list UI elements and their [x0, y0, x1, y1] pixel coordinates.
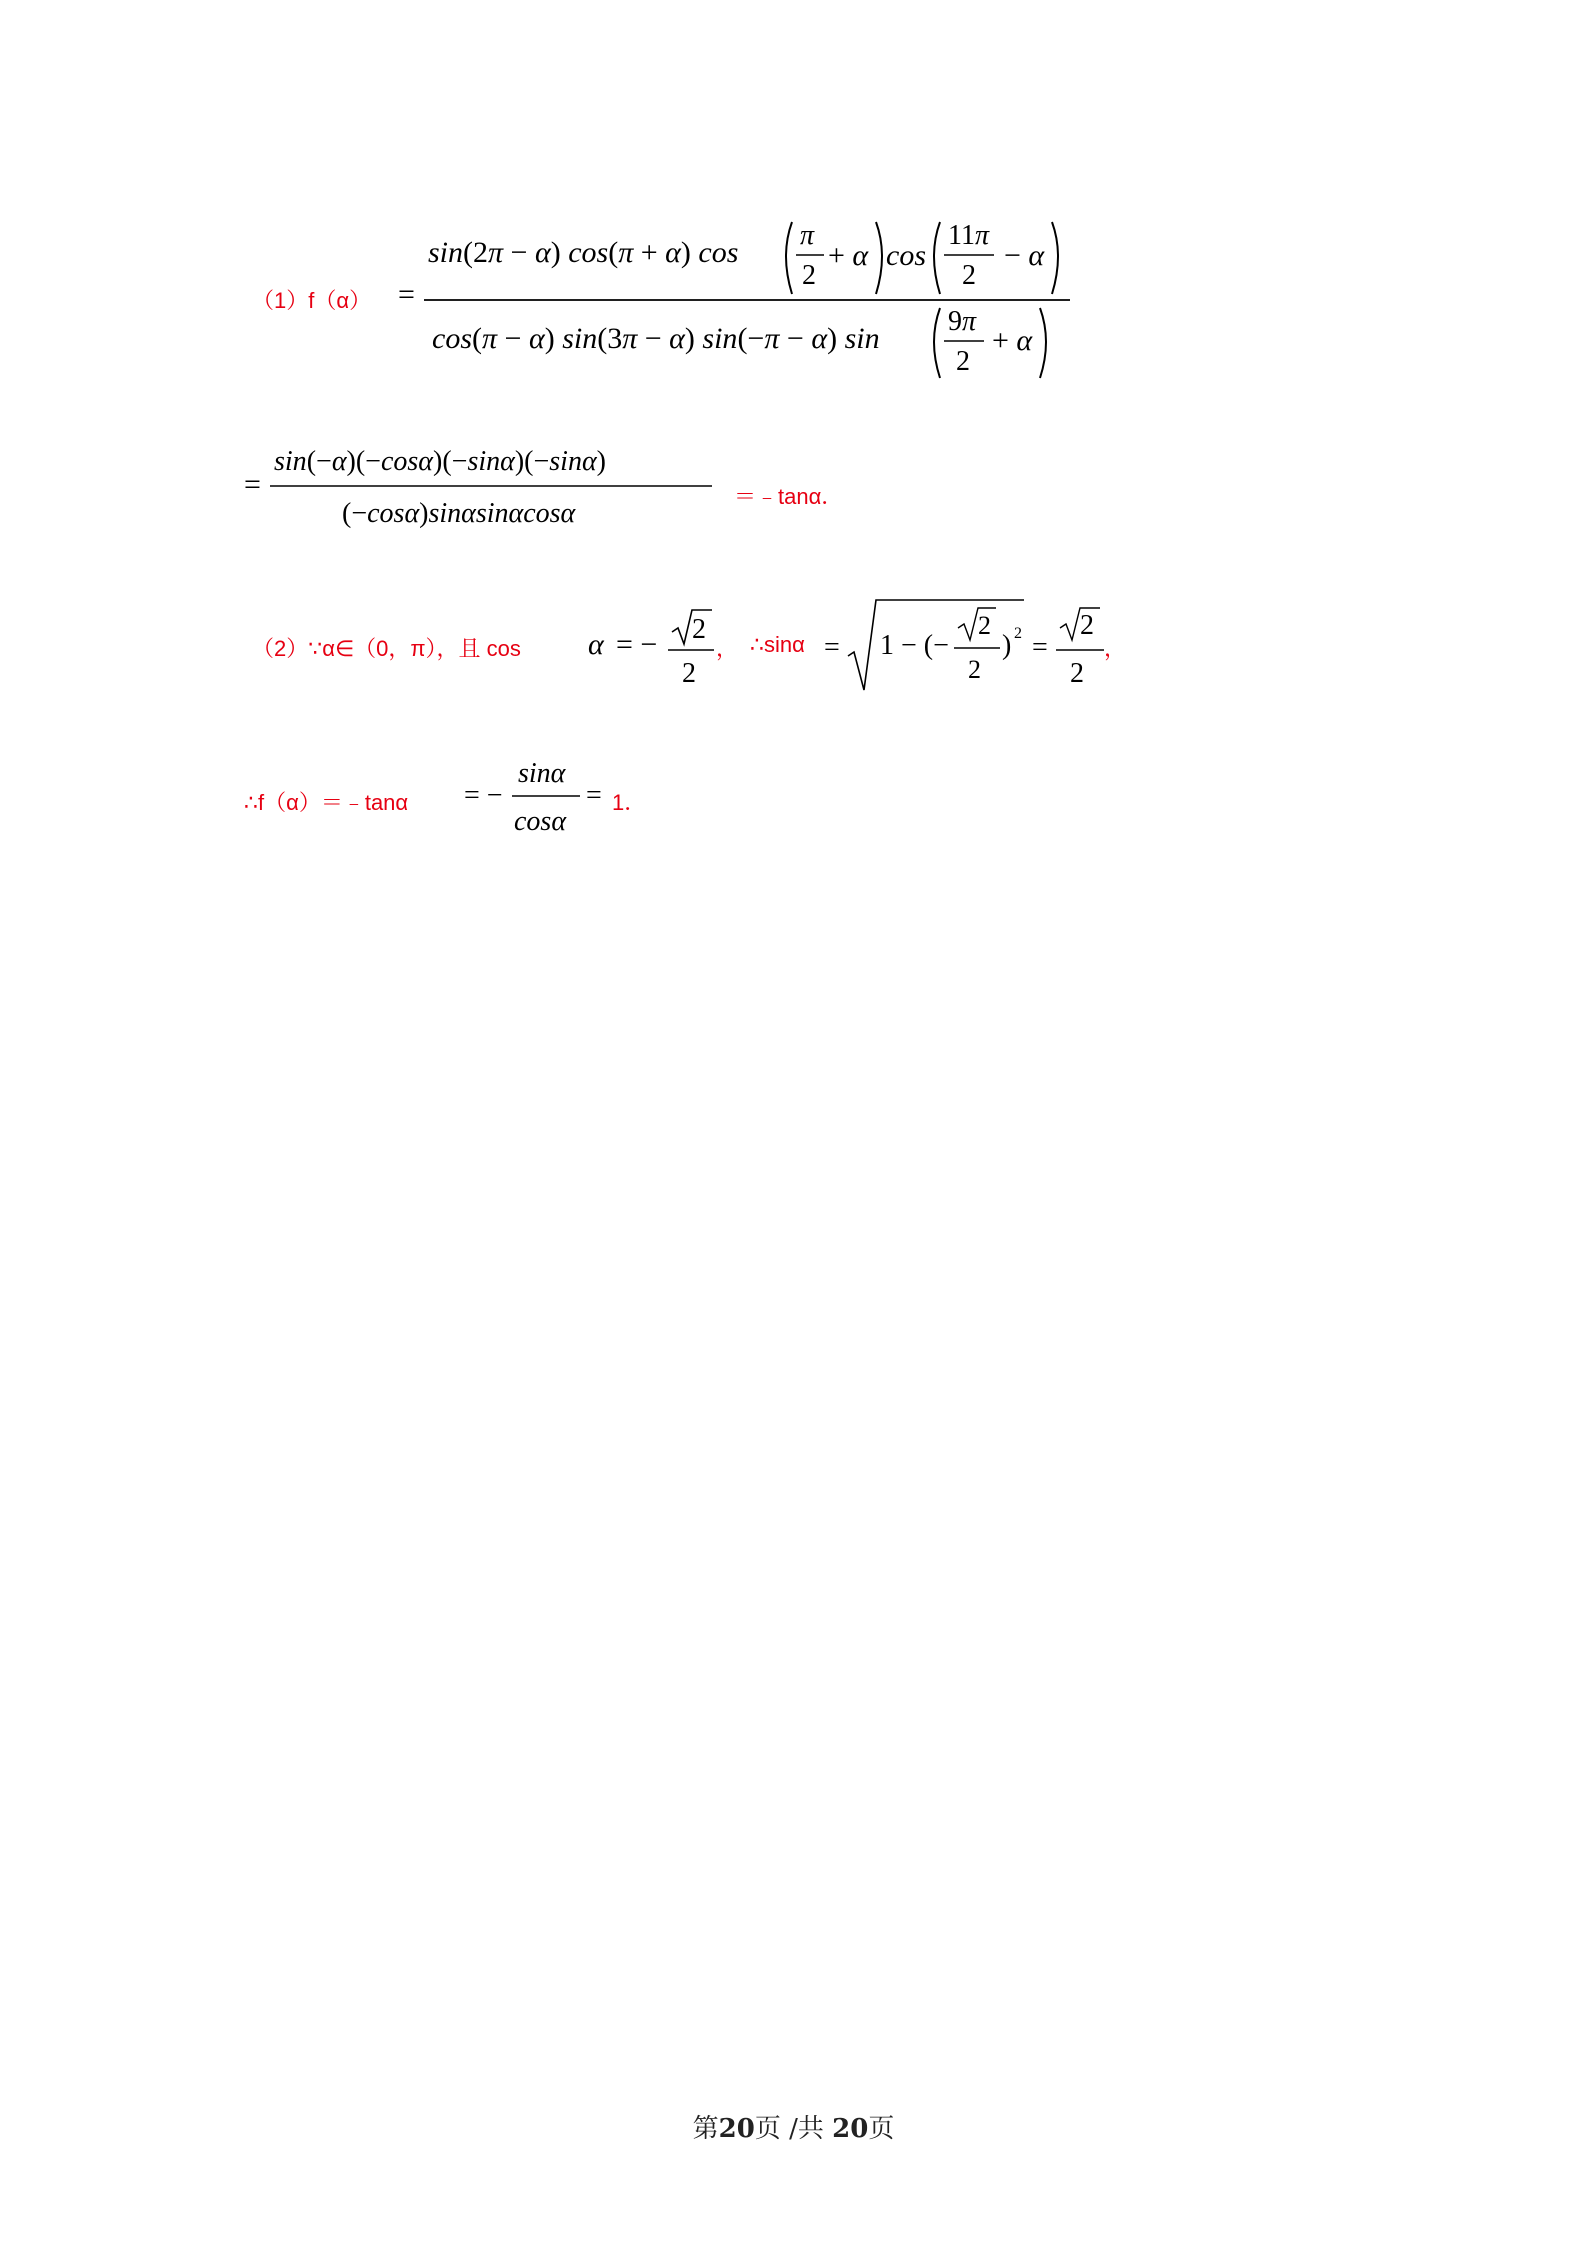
- footer-total-pages: 20: [832, 2114, 869, 2144]
- final-formula: [462, 752, 612, 852]
- comma-1: ，: [716, 636, 739, 661]
- part1-formula: [380, 200, 1100, 390]
- svg-text:9π: 9π: [948, 306, 977, 337]
- svg-text:11π: 11π: [948, 220, 989, 251]
- final-result: 1．: [612, 790, 647, 815]
- svg-text:2: 2: [962, 260, 976, 291]
- svg-text:sin(−α)(−cosα)(−sinα)(−sinα): sin(−α)(−cosα)(−sinα)(−sinα): [274, 446, 606, 477]
- svg-text:2: 2: [1070, 658, 1084, 689]
- simplify-result: ＝﹣tanα．: [734, 484, 844, 509]
- svg-text:2: 2: [802, 260, 816, 291]
- svg-text:): ): [1002, 630, 1012, 661]
- cos-value-formula: [586, 600, 716, 690]
- svg-text:= −: = −: [464, 780, 503, 811]
- svg-text:= −: = −: [616, 628, 658, 661]
- svg-text:2: 2: [968, 655, 981, 684]
- final-label: ∴f（α）＝﹣tanα: [244, 790, 409, 815]
- svg-text:sin(2π − α) cos(π + α) cos: sin(2π − α) cos(π + α) cos: [428, 236, 739, 269]
- svg-text:(−cosα)sinαsinαcosα: (−cosα)sinαsinαcosα: [342, 498, 576, 529]
- svg-text:2: 2: [1014, 625, 1022, 642]
- page-footer: [0, 2108, 1587, 2145]
- svg-text:2: 2: [692, 614, 706, 645]
- svg-text:cos: cos: [886, 239, 926, 272]
- svg-text:− α: − α: [1004, 239, 1045, 272]
- simplify-formula: [242, 430, 722, 540]
- sin-value-formula: [824, 592, 1127, 702]
- svg-text:+ α: + α: [992, 324, 1033, 357]
- therefore-sin: ∴sinα: [750, 632, 805, 657]
- svg-text:=: =: [398, 278, 415, 311]
- svg-text:=: =: [824, 632, 840, 663]
- footer-prefix: 第: [692, 2114, 719, 2144]
- svg-text:cos(π − α) sin(3π − α) sin(−π: cos(π − α) sin(3π − α) sin(−π − α) sin: [432, 322, 880, 355]
- svg-text:+ α: + α: [828, 239, 869, 272]
- svg-text:=: =: [244, 468, 261, 501]
- svg-text:=: =: [1032, 632, 1048, 663]
- footer-middle: 页 /共: [754, 2114, 833, 2144]
- footer-page-number: 20: [718, 2114, 755, 2144]
- svg-text:2: 2: [1080, 610, 1094, 641]
- comma-2: ，: [1104, 636, 1127, 661]
- footer-suffix: 页: [868, 2114, 895, 2144]
- svg-text:α: α: [588, 628, 604, 661]
- svg-text:2: 2: [682, 658, 696, 689]
- part1-label: （1）f（α）: [252, 288, 372, 313]
- svg-text:π: π: [800, 220, 815, 251]
- svg-text:2: 2: [978, 611, 991, 640]
- svg-text:cosα: cosα: [514, 806, 567, 837]
- svg-text:1 − (−: 1 − (−: [880, 630, 949, 661]
- svg-text:=: =: [586, 780, 602, 811]
- svg-text:sinα: sinα: [518, 758, 566, 789]
- part2-label: （2）∵α∈（0，π），且 cos: [252, 636, 521, 661]
- svg-text:2: 2: [956, 346, 970, 377]
